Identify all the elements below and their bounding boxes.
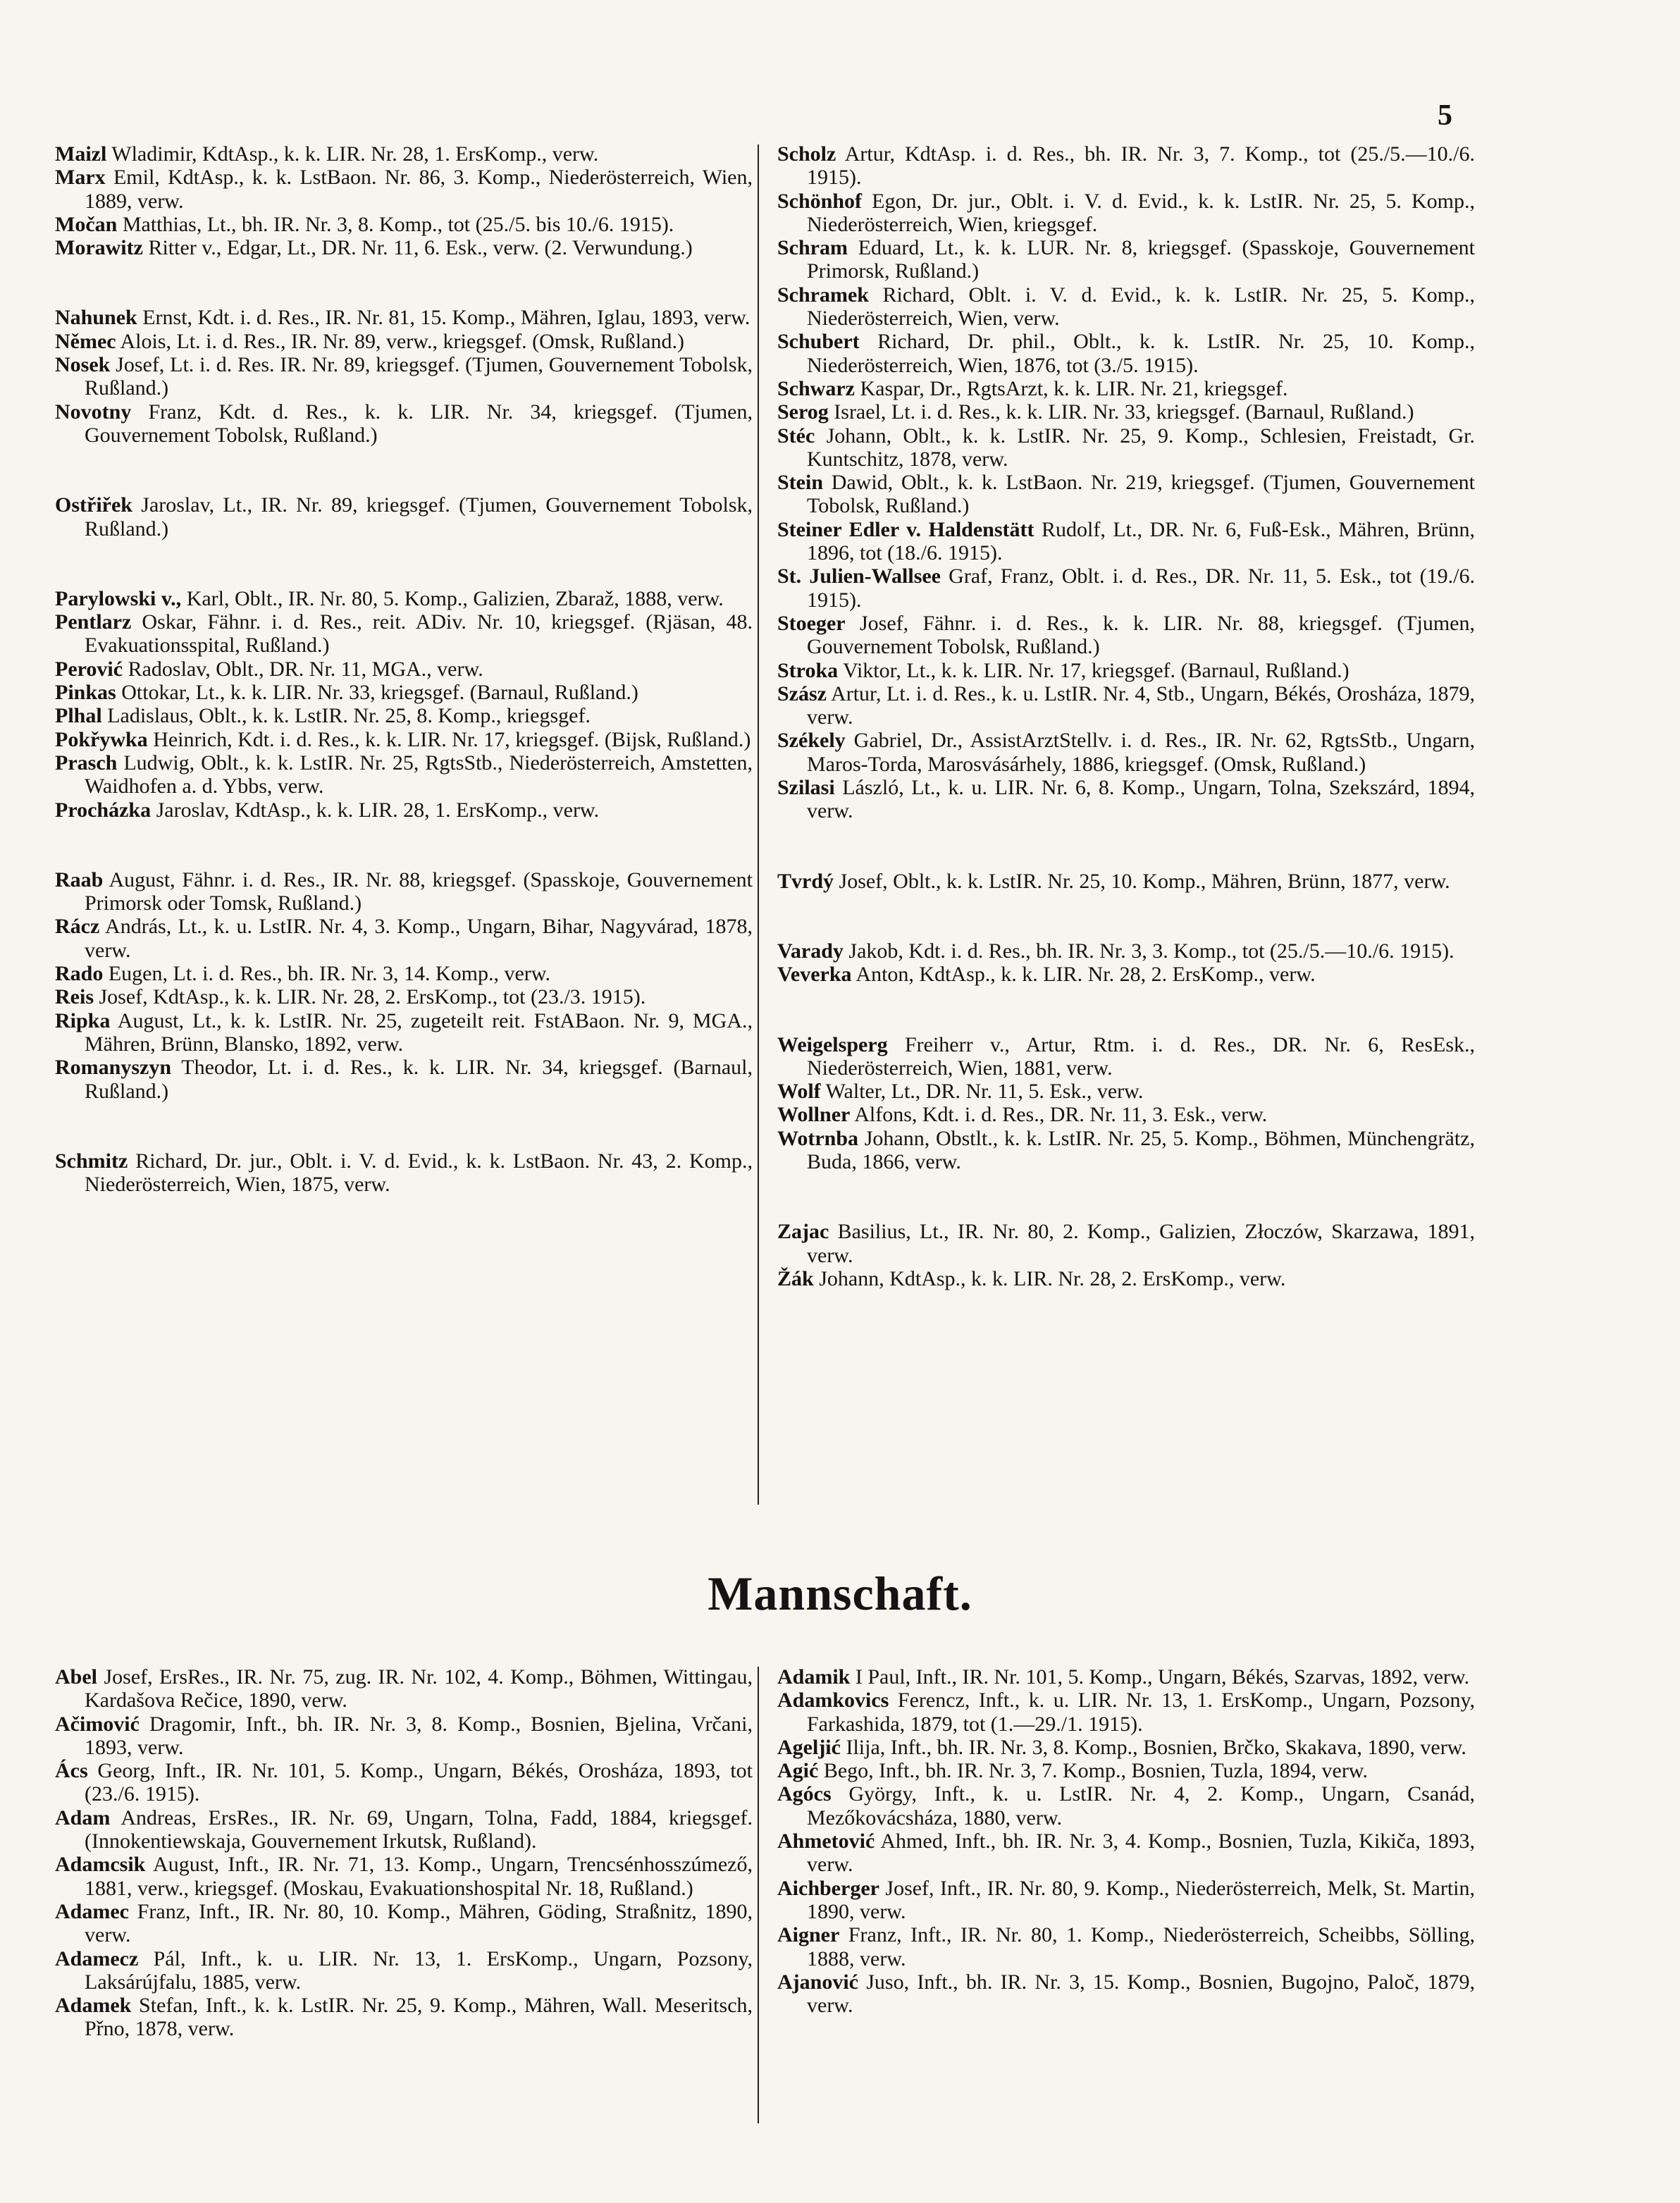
- list-entry: [777, 564, 1475, 612]
- entry-details: Johann, Obstlt., k. k. LstIR. Nr. 25, 5. Komp., Böhmen, Münchengrätz, Buda, 1866, verw.: [807, 1126, 1476, 1173]
- officers-left-column: [55, 142, 753, 1196]
- list-entry: [777, 1267, 1475, 1290]
- entry-details: Ernst, Kdt. i. d. Res., IR. Nr. 81, 15. Komp., Mähren, Iglau, 1893, verw.: [142, 306, 751, 330]
- entry-gap: [777, 987, 1475, 1033]
- entry-details: Oskar, Fähnr. i. d. Res., reit. ADiv. Nr. 10, kriegsgef. (Rjäsan, 48. Evakuationsspital, Rußland.): [85, 610, 753, 658]
- entry-details: László, Lt., k. u. LIR. Nr. 6, 8. Komp., Ungarn, Tolna, Szekszárd, 1894, verw.: [807, 776, 1476, 823]
- list-entry: [55, 1009, 753, 1056]
- entry-name: St. Julien-Wallsee: [777, 564, 941, 588]
- list-entry: [777, 400, 1475, 424]
- list-entry: [777, 1829, 1475, 1877]
- list-entry: [777, 330, 1475, 377]
- list-entry: [55, 142, 753, 166]
- entry-details: Israel, Lt. i. d. Res., k. k. LIR. Nr. 33, kriegsgef. (Barnaul, Rußland.): [834, 400, 1414, 424]
- entry-details: Andreas, ErsRes., IR. Nr. 69, Ungarn, Tolna, Fadd, 1884, kriegsgef. (Innokentiewskaja, Gouvernement Irkutsk, Rußland).: [85, 1806, 753, 1853]
- list-entry: [55, 962, 753, 985]
- entry-details: Matthias, Lt., bh. IR. Nr. 3, 8. Komp., tot (25./5. bis 10./6. 1915).: [122, 212, 674, 236]
- list-entry: [777, 1970, 1475, 2018]
- list-entry: [777, 1220, 1475, 1267]
- entry-name: Raab: [55, 868, 104, 891]
- list-entry: [777, 471, 1475, 518]
- entry-name: Pentlarz: [55, 610, 132, 634]
- entry-details: Georg, Inft., IR. Nr. 101, 5. Komp., Ungarn, Békés, Orosháza, 1893, tot (23./6. 1915).: [85, 1759, 753, 1806]
- entry-details: Jaroslav, KdtAsp., k. k. LIR. 28, 1. ErsKomp., verw.: [156, 798, 600, 822]
- entry-name: Schubert: [777, 330, 860, 354]
- entry-details: Josef, Oblt., k. k. LstIR. Nr. 25, 10. Komp., Mähren, Brünn, 1877, verw.: [839, 869, 1450, 893]
- list-entry: [55, 236, 753, 259]
- entry-details: Josef, Lt. i. d. Res. IR. Nr. 89, kriegsgef. (Tjumen, Gouvernement Tobolsk, Rußland.): [85, 353, 753, 400]
- entry-name: Székely: [777, 729, 846, 753]
- entry-name: Morawitz: [55, 236, 143, 260]
- list-entry: [777, 1127, 1475, 1174]
- list-entry: [55, 1056, 753, 1103]
- entry-details: Josef, KdtAsp., k. k. LIR. Nr. 28, 2. ErsKomp., tot (23./3. 1915).: [99, 985, 646, 1009]
- entry-details: András, Lt., k. u. LstIR. Nr. 4, 3. Komp., Ungarn, Bihar, Nagyvárad, 1878, verw.: [85, 915, 753, 962]
- entry-name: Rado: [55, 962, 104, 986]
- entry-details: Wladimir, KdtAsp., k. k. LIR. Nr. 28, 1. ErsKomp., verw.: [111, 142, 599, 166]
- entry-name: Stein: [777, 471, 824, 495]
- list-entry: [777, 142, 1475, 190]
- list-entry: [55, 493, 753, 541]
- list-entry: [55, 400, 753, 448]
- entry-name: Schramek: [777, 283, 869, 307]
- entry-details: Juso, Inft., bh. IR. Nr. 3, 15. Komp., Bosnien, Bugojno, Paloč, 1879, verw.: [807, 1970, 1475, 2018]
- entry-gap: [55, 822, 753, 868]
- entry-name: Močan: [55, 212, 118, 236]
- list-entry: [777, 1782, 1475, 1829]
- entry-gap: [777, 1173, 1475, 1220]
- entry-details: Alfons, Kdt. i. d. Res., DR. Nr. 11, 3. Esk., verw.: [854, 1103, 1268, 1127]
- list-entry: [55, 1900, 753, 1947]
- entry-details: Josef, Fähnr. i. d. Res., k. k. LIR. Nr. 88, kriegsgef. (Tjumen, Gouvernement Tobolsk, Rußland.): [807, 611, 1475, 659]
- entry-name: Parylowski v.,: [55, 586, 182, 610]
- list-entry: [777, 236, 1475, 283]
- list-entry: [777, 1923, 1475, 1970]
- list-entry: [777, 939, 1475, 963]
- entry-details: Josef, Inft., IR. Nr. 80, 9. Komp., Niederösterreich, Melk, St. Martin, 1890, verw.: [807, 1876, 1476, 1923]
- entry-name: Adamkovics: [777, 1689, 889, 1713]
- list-entry: [55, 1713, 753, 1760]
- entry-details: I Paul, Inft., IR. Nr. 101, 5. Komp., Ungarn, Békés, Szarvas, 1892, verw.: [855, 1665, 1470, 1689]
- entry-details: Bego, Inft., bh. IR. Nr. 3, 7. Komp., Bosnien, Tuzla, 1894, verw.: [823, 1759, 1369, 1783]
- entry-details: Gabriel, Dr., AssistArztStellv. i. d. Res., IR. Nr. 62, RgtsStb., Ungarn, Maros-Torda, Marosvásárhely, 1886, kriegsgef. (Omsk, Rußland.): [807, 729, 1475, 776]
- entry-details: Richard, Oblt. i. V. d. Evid., k. k. LstIR. Nr. 25, 5. Komp., Niederösterreich, Wien, verw.: [807, 283, 1476, 331]
- entry-name: Ačimović: [55, 1712, 140, 1736]
- list-entry: [55, 681, 753, 704]
- entry-name: Schönhof: [777, 189, 863, 213]
- list-entry: [55, 985, 753, 1008]
- entry-name: Rácz: [55, 915, 100, 939]
- entry-name: Agić: [777, 1759, 819, 1783]
- list-entry: [55, 798, 753, 822]
- entry-details: Alois, Lt. i. d. Res., IR. Nr. 89, verw., kriegsgef. (Omsk, Rußland.): [120, 329, 684, 353]
- list-entry: [777, 1689, 1475, 1736]
- entry-name: Ostřiřek: [55, 493, 132, 517]
- list-entry: [777, 612, 1475, 659]
- entry-details: Viktor, Lt., k. k. LIR. Nr. 17, kriegsgef. (Barnaul, Rußland.): [843, 658, 1349, 682]
- entry-name: Weigelsperg: [777, 1032, 888, 1056]
- entry-details: György, Inft., k. u. LstIR. Nr. 4, 2. Komp., Ungarn, Csanád, Mezőkovácsháza, 1880, verw.: [807, 1782, 1475, 1829]
- entry-name: Adamik: [777, 1665, 851, 1689]
- list-entry: [55, 1759, 753, 1806]
- entry-details: Jakob, Kdt. i. d. Res., bh. IR. Nr. 3, 3. Komp., tot (25./5.—10./6. 1915).: [848, 939, 1454, 963]
- entry-name: Ács: [55, 1759, 88, 1783]
- entry-details: Egon, Dr. jur., Oblt. i. V. d. Evid., k. k. LstIR. Nr. 25, 5. Komp., Niederösterreich, Wien, kriegsgef.: [807, 189, 1476, 236]
- entry-details: Artur, Lt. i. d. Res., k. u. LstIR. Nr. 4, Stb., Ungarn, Békés, Orosháza, 1879, verw.: [807, 681, 1475, 729]
- entry-name: Pinkas: [55, 681, 116, 705]
- entry-name: Němec: [55, 329, 116, 353]
- entry-details: Anton, KdtAsp., k. k. LIR. Nr. 28, 2. ErsKomp., verw.: [856, 963, 1316, 987]
- entry-name: Romanyszyn: [55, 1056, 172, 1080]
- list-entry: [55, 868, 753, 915]
- entry-name: Szász: [777, 681, 827, 705]
- entry-name: Procházka: [55, 798, 152, 822]
- entry-name: Stoeger: [777, 611, 846, 635]
- entry-details: Dawid, Oblt., k. k. LstBaon. Nr. 219, kriegsgef. (Tjumen, Gouvernement Tobolsk, Rußland.): [807, 471, 1476, 518]
- entry-name: Perović: [55, 657, 123, 681]
- entry-name: Schram: [777, 236, 848, 260]
- entry-gap: [55, 1103, 753, 1149]
- men-left-column: [55, 1665, 753, 2041]
- entry-name: Aigner: [777, 1923, 840, 1947]
- entry-details: Freiherr v., Artur, Rtm. i. d. Res., DR. Nr. 6, ResEsk., Niederösterreich, Wien, 1881, verw.: [807, 1032, 1475, 1080]
- entry-name: Marx: [55, 166, 106, 190]
- entry-details: August, Lt., k. k. LstIR. Nr. 25, zugeteilt reit. FstABaon. Nr. 9, MGA., Mähren, Brünn, Blansko, 1892, verw.: [85, 1008, 753, 1056]
- entry-details: Ottokar, Lt., k. k. LIR. Nr. 33, kriegsgef. (Barnaul, Rußland.): [121, 681, 638, 705]
- entry-name: Ageljić: [777, 1735, 841, 1759]
- entry-name: Serog: [777, 400, 829, 424]
- list-entry: [55, 1665, 753, 1713]
- entry-name: Scholz: [777, 142, 836, 166]
- list-entry: [777, 518, 1475, 565]
- list-entry: [777, 377, 1475, 400]
- entry-name: Schmitz: [55, 1149, 128, 1173]
- list-entry: [55, 610, 753, 658]
- entry-details: Eduard, Lt., k. k. LUR. Nr. 8, kriegsgef. (Spasskoje, Gouvernement Primorsk, Rußland.): [807, 236, 1475, 283]
- entry-details: Franz, Kdt. d. Res., k. k. LIR. Nr. 34, kriegsgef. (Tjumen, Gouvernement Tobolsk, Rußland.): [85, 400, 753, 447]
- list-entry: [55, 330, 753, 353]
- page-number: 5: [1438, 99, 1452, 132]
- list-entry: [55, 728, 753, 751]
- entry-details: Ilija, Inft., bh. IR. Nr. 3, 8. Komp., Bosnien, Brčko, Skakava, 1890, verw.: [846, 1735, 1466, 1759]
- entry-details: Heinrich, Kdt. i. d. Res., k. k. LIR. Nr. 17, kriegsgef. (Bijsk, Rußland.): [153, 727, 751, 751]
- list-entry: [777, 1665, 1475, 1689]
- list-entry: [777, 1103, 1475, 1126]
- list-entry: [777, 1759, 1475, 1782]
- entry-details: Richard, Dr. phil., Oblt., k. k. LstIR. Nr. 25, 10. Komp., Niederösterreich, Wien, 1876, tot (3./5. 1915).: [807, 330, 1476, 377]
- entry-details: Pál, Inft., k. u. LIR. Nr. 13, 1. ErsKomp., Ungarn, Pozsony, Laksárújfalu, 1885, verw.: [85, 1946, 753, 1994]
- list-entry: [55, 1149, 753, 1197]
- list-entry: [777, 963, 1475, 986]
- list-entry: [777, 870, 1475, 893]
- entry-details: Johann, KdtAsp., k. k. LIR. Nr. 28, 2. ErsKomp., verw.: [819, 1266, 1286, 1290]
- entry-details: Walter, Lt., DR. Nr. 11, 5. Esk., verw.: [825, 1080, 1144, 1104]
- entry-name: Steiner Edler v. Haldenstätt: [777, 517, 1034, 541]
- entry-details: Basilius, Lt., IR. Nr. 80, 2. Komp., Galizien, Złoczów, Skarzawa, 1891, verw.: [807, 1220, 1476, 1267]
- entry-details: Franz, Inft., IR. Nr. 80, 1. Komp., Niederösterreich, Scheibbs, Sölling, 1888, verw.: [807, 1923, 1475, 1970]
- entry-gap: [55, 541, 753, 587]
- list-entry: [55, 353, 753, 400]
- entry-name: Novotny: [55, 400, 132, 424]
- entry-details: Ladislaus, Oblt., k. k. LstIR. Nr. 25, 8. Komp., kriegsgef.: [107, 704, 591, 728]
- column-divider-bottom: [758, 1667, 759, 2123]
- entry-name: Ajanović: [777, 1970, 858, 1994]
- entry-name: Stéc: [777, 424, 815, 448]
- entry-gap: [777, 893, 1475, 939]
- list-entry: [55, 1947, 753, 1994]
- entry-details: Franz, Inft., IR. Nr. 80, 10. Komp., Mähren, Göding, Straßnitz, 1890, verw.: [85, 1899, 753, 1947]
- entry-name: Plhal: [55, 704, 102, 728]
- entry-name: Varady: [777, 939, 844, 963]
- entry-name: Žák: [777, 1266, 814, 1290]
- list-entry: [55, 704, 753, 727]
- entry-details: Josef, ErsRes., IR. Nr. 75, zug. IR. Nr. 102, 4. Komp., Böhmen, Wittingau, Kardašova Rečice, 1890, verw.: [85, 1665, 753, 1713]
- list-entry: [55, 751, 753, 798]
- list-entry: [777, 1736, 1475, 1759]
- list-entry: [55, 587, 753, 610]
- list-entry: [55, 1853, 753, 1900]
- entry-name: Adamec: [55, 1899, 129, 1923]
- entry-name: Abel: [55, 1665, 97, 1689]
- entry-name: Adamecz: [55, 1946, 139, 1970]
- list-entry: [55, 166, 753, 213]
- entry-details: Artur, KdtAsp. i. d. Res., bh. IR. Nr. 3, 7. Komp., tot (25./5.—10./6. 1915).: [807, 142, 1475, 190]
- entry-name: Adamek: [55, 1994, 132, 2018]
- entry-name: Veverka: [777, 963, 852, 987]
- entry-name: Nahunek: [55, 306, 137, 330]
- entry-details: Ferencz, Inft., k. u. LIR. Nr. 13, 1. ErsKomp., Ungarn, Pozsony, Farkashida, 1879, tot (1.—29./1. 1915).: [807, 1689, 1476, 1736]
- entry-name: Wolf: [777, 1080, 821, 1104]
- entry-name: Zajac: [777, 1220, 829, 1244]
- entry-details: Kaspar, Dr., RgtsArzt, k. k. LIR. Nr. 21, kriegsgef.: [860, 376, 1288, 400]
- entry-name: Wollner: [777, 1103, 851, 1127]
- entry-name: Agócs: [777, 1782, 832, 1806]
- entry-details: Jaroslav, Lt., IR. Nr. 89, kriegsgef. (Tjumen, Gouvernement Tobolsk, Rußland.): [85, 493, 753, 541]
- entry-gap: [777, 823, 1475, 870]
- entry-gap: [55, 447, 753, 493]
- entry-details: Johann, Oblt., k. k. LstIR. Nr. 25, 9. Komp., Schlesien, Freistadt, Gr. Kuntschitz, 1878, verw.: [807, 424, 1476, 471]
- entry-name: Stroka: [777, 658, 839, 682]
- entry-details: Ahmed, Inft., bh. IR. Nr. 3, 4. Komp., Bosnien, Tuzla, Kikiča, 1893, verw.: [807, 1829, 1475, 1877]
- entry-name: Schwarz: [777, 376, 855, 400]
- list-entry: [777, 1080, 1475, 1103]
- entry-details: August, Fähnr. i. d. Res., IR. Nr. 88, kriegsgef. (Spasskoje, Gouvernement Primorsk oder Tomsk, Rußland.): [85, 868, 753, 915]
- entry-details: Eugen, Lt. i. d. Res., bh. IR. Nr. 3, 14. Komp., verw.: [108, 962, 551, 986]
- list-entry: [55, 1806, 753, 1853]
- list-entry: [55, 213, 753, 236]
- entry-name: Ripka: [55, 1008, 111, 1032]
- entry-name: Szilasi: [777, 776, 835, 800]
- entry-name: Reis: [55, 985, 94, 1009]
- entry-gap: [55, 259, 753, 306]
- men-right-column: [777, 1665, 1475, 2017]
- list-entry: [777, 424, 1475, 471]
- list-entry: [777, 1033, 1475, 1080]
- entry-details: Stefan, Inft., k. k. LstIR. Nr. 25, 9. Komp., Mähren, Wall. Meseritsch, Přno, 1878, verw.: [85, 1994, 753, 2041]
- section-title: Mannschaft.: [708, 1567, 972, 1620]
- list-entry: [777, 190, 1475, 237]
- entry-name: Adam: [55, 1806, 111, 1829]
- entry-details: Ludwig, Oblt., k. k. LstIR. Nr. 25, RgtsStb., Niederösterreich, Amstetten, Waidhofen a. d. Ybbs, verw.: [85, 751, 753, 798]
- entry-name: Maizl: [55, 142, 107, 166]
- entry-details: Emil, KdtAsp., k. k. LstBaon. Nr. 86, 3. Komp., Niederösterreich, Wien, 1889, verw.: [85, 166, 753, 213]
- officers-right-column: [777, 142, 1475, 1290]
- list-entry: [777, 1877, 1475, 1924]
- list-entry: [777, 729, 1475, 776]
- entry-name: Pokřywka: [55, 727, 148, 751]
- entry-name: Prasch: [55, 751, 118, 775]
- entry-name: Aichberger: [777, 1876, 879, 1900]
- entry-details: Dragomir, Inft., bh. IR. Nr. 3, 8. Komp., Bosnien, Bjelina, Vrčani, 1893, verw.: [85, 1712, 753, 1759]
- list-entry: [55, 915, 753, 962]
- list-entry: [55, 658, 753, 681]
- entry-name: Adamcsik: [55, 1853, 146, 1877]
- entry-details: Radoslav, Oblt., DR. Nr. 11, MGA., verw.: [128, 657, 483, 681]
- column-divider-top: [758, 144, 759, 1505]
- list-entry: [777, 659, 1475, 682]
- entry-details: Rudolf, Lt., DR. Nr. 6, Fuß-Esk., Mähren, Brünn, 1896, tot (18./6. 1915).: [807, 517, 1476, 565]
- list-entry: [777, 682, 1475, 729]
- entry-details: Karl, Oblt., IR. Nr. 80, 5. Komp., Galizien, Zbaraž, 1888, verw.: [186, 586, 724, 610]
- entry-name: Tvrdý: [777, 869, 834, 893]
- entry-details: August, Inft., IR. Nr. 71, 13. Komp., Ungarn, Trencsénhosszúmező, 1881, verw., kriegsgef. (Moskau, Evakuationshospital Nr. 18, Rußland.): [85, 1853, 753, 1900]
- list-entry: [55, 1994, 753, 2041]
- list-entry: [777, 283, 1475, 331]
- list-entry: [777, 776, 1475, 823]
- list-entry: [55, 306, 753, 329]
- entry-details: Ritter v., Edgar, Lt., DR. Nr. 11, 6. Esk., verw. (2. Verwundung.): [148, 236, 693, 260]
- entry-details: Graf, Franz, Oblt. i. d. Res., DR. Nr. 11, 5. Esk., tot (19./6. 1915).: [807, 564, 1475, 612]
- entry-name: Ahmetović: [777, 1829, 875, 1853]
- entry-details: Theodor, Lt. i. d. Res., k. k. LIR. Nr. 34, kriegsgef. (Barnaul, Rußland.): [85, 1056, 753, 1103]
- entry-name: Wotrnba: [777, 1126, 859, 1150]
- entry-details: Richard, Dr. jur., Oblt. i. V. d. Evid., k. k. LstBaon. Nr. 43, 2. Komp., Niederösterreich, Wien, 1875, verw.: [85, 1149, 753, 1197]
- entry-name: Nosek: [55, 353, 111, 377]
